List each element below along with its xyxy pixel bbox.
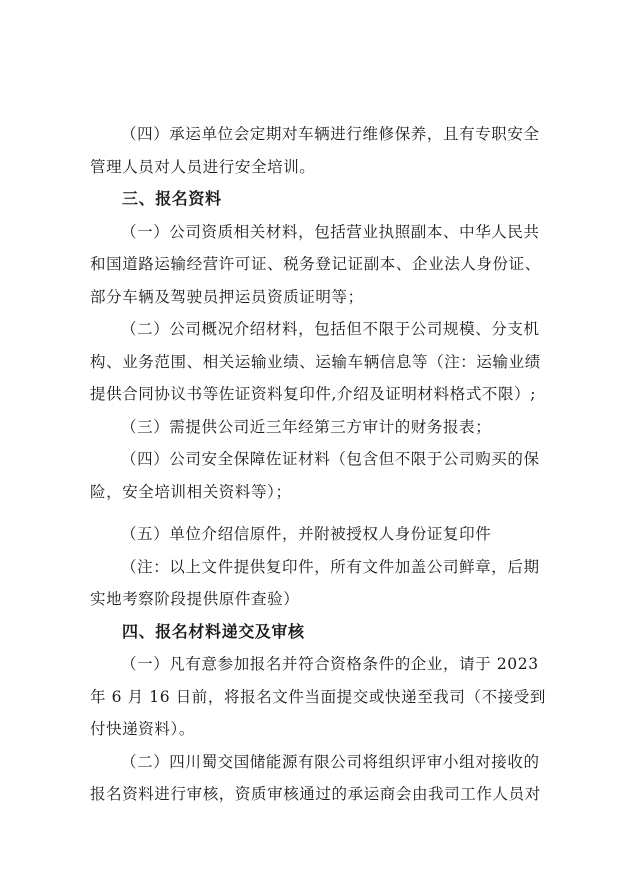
text-line: 提供合同协议书等佐证资料复印件,介绍及证明材料格式不限）; [90, 385, 537, 403]
section-heading-submission-review: 四、报名材料递交及审核 [122, 621, 305, 641]
text-line: （五）单位介绍信原件，并附被授权人身份证复印件 [121, 525, 492, 543]
text-line: （一）公司资质相关材料，包括营业执照副本、中华人民共 [121, 222, 540, 241]
text-line: 实地考察阶段提供原件查验） [90, 590, 300, 608]
text-line: （二）四川蜀交国储能源有限公司将组织评审小组对接收的 [121, 752, 540, 771]
paragraph-gap [90, 508, 560, 518]
document-body [90, 118, 560, 811]
section-heading-registration-materials: 三、报名资料 [122, 189, 222, 208]
text-line: 年 6 月 16 日前，将报名文件当面提交或快递至我司（不接受到 [90, 687, 546, 706]
paragraph-submission-deadline [90, 648, 560, 746]
text-line: 和国道路运输经营许可证、税务登记证副本、企业法人身份证、 [90, 255, 541, 273]
text-line: 构、业务范围、相关运输业绩、运输车辆信息等（注：运输业绩 [90, 352, 541, 371]
paragraph-review-process [90, 746, 560, 811]
text-line: （注：以上文件提供复印件，所有文件加盖公司鲜章，后期 [121, 557, 540, 576]
text-line: （一）凡有意参加报名并符合资格条件的企业，请于 2023 [121, 655, 539, 673]
paragraph-qualification-materials [90, 216, 560, 314]
text-line: （四）承运单位会定期对车辆进行维修保养，且有专职安全 [121, 125, 540, 143]
text-line: （二）公司概况介绍材料，包括但不限于公司规模、分支机 [121, 320, 540, 338]
text-line: 部分车辆及驾驶员押运员资质证明等； [90, 287, 364, 306]
text-line: 付快递资料）。 [90, 720, 195, 738]
text-line: （三）需提供公司近三年经第三方审计的财务报表； [121, 417, 492, 436]
paragraph-maintenance [90, 118, 560, 183]
paragraph-company-overview [90, 313, 560, 411]
paragraph-safety-materials [90, 443, 560, 508]
paragraph-introduction-letter [90, 518, 560, 551]
text-line: 管理人员对人员进行安全培训。 [90, 157, 316, 176]
text-line: 险，安全培训相关资料等）； [90, 482, 292, 501]
text-line: 报名资料进行审核，资质审核通过的承运商会由我司工作人员对 [90, 785, 541, 803]
paragraph-note [90, 551, 560, 616]
paragraph-financial-statements [90, 411, 560, 444]
text-line: （四）公司安全保障佐证材料（包含但不限于公司购买的保 [121, 450, 540, 468]
